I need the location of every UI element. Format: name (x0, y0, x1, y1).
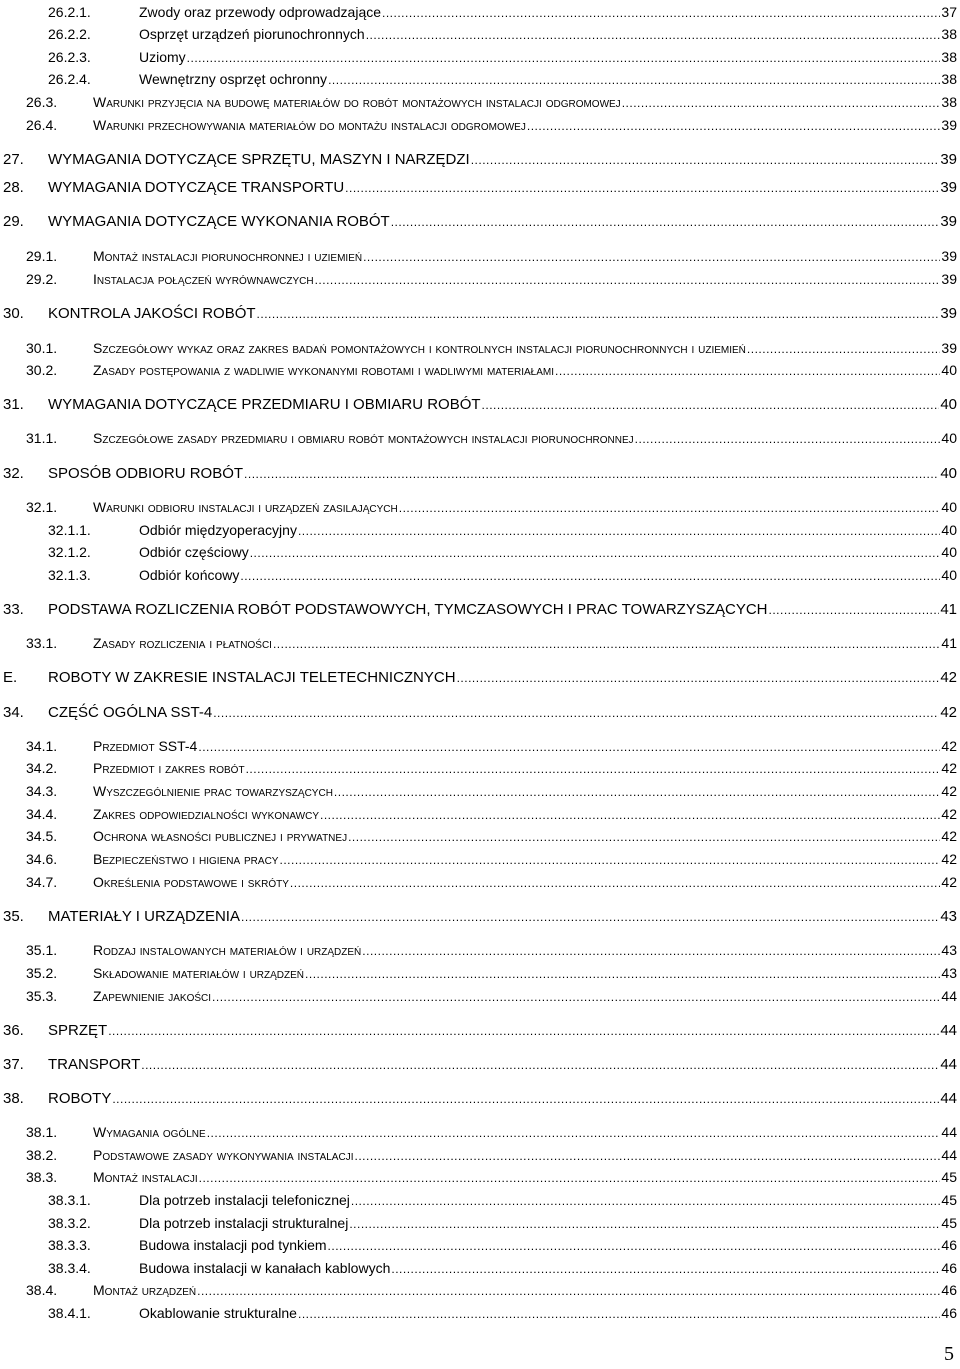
toc-entry-page: 41 (941, 635, 957, 651)
toc-entry-number: 26.4. (26, 117, 58, 133)
toc-entry-title: Zakres odpowiedzialności wykonawcy (93, 806, 319, 822)
toc-entry-title: CZĘŚĆ OGÓLNA SST-4 (48, 704, 213, 721)
page-number: 5 (944, 1343, 954, 1365)
dot-leader (108, 1024, 939, 1038)
toc-entry-title: Podstawowe zasady wykonywania instalacji (93, 1147, 354, 1163)
toc-entry[interactable] (0, 783, 960, 803)
toc-entry-title: Uziomy (139, 49, 186, 65)
toc-entry-number: 38.1. (26, 1124, 58, 1140)
toc-entry-title: Odbiór końcowy (139, 567, 240, 583)
toc-entry-number: 30.2. (26, 362, 58, 378)
toc-entry[interactable] (0, 26, 960, 46)
toc-entry-number: 26.3. (26, 94, 58, 110)
toc-entry-title: Zwody oraz przewody odprowadzające (139, 4, 382, 20)
dot-leader (240, 569, 940, 583)
toc-entry-number: 34.4. (26, 806, 58, 822)
toc-entry-number: 34.3. (26, 783, 58, 799)
dot-leader (354, 1149, 940, 1163)
toc-entry-number: 34. (3, 704, 24, 721)
toc-entry[interactable] (0, 248, 960, 268)
toc-entry-page: 42 (941, 738, 957, 754)
toc-entry-number: 35. (3, 908, 24, 925)
toc-entry-page: 39 (941, 271, 957, 287)
toc-entry-page: 39 (940, 305, 957, 322)
toc-entry-title: Budowa instalacji pod tynkiem (139, 1237, 327, 1253)
dot-leader (212, 990, 940, 1004)
toc-entry-page: 40 (941, 522, 957, 538)
toc-entry-page: 46 (941, 1305, 957, 1321)
dot-leader (391, 1262, 940, 1276)
toc-entry[interactable] (0, 71, 960, 91)
dot-leader (747, 342, 941, 356)
toc-entry-number: 26.2.4. (48, 71, 91, 87)
toc-entry-title: Dla potrzeb instalacji strukturalnej (139, 1215, 349, 1231)
toc-entry-page: 39 (941, 340, 957, 356)
toc-entry[interactable] (0, 806, 960, 826)
dot-leader (635, 432, 941, 446)
dot-leader (207, 1126, 941, 1140)
toc-entry[interactable] (0, 94, 960, 114)
toc-entry-page: 38 (941, 94, 957, 110)
toc-entry-title: Szczegółowy wykaz oraz zakres badań pomontażowych i kontrolnych instalacji piorunochronnych i uziemień (93, 340, 746, 356)
toc-entry[interactable] (0, 117, 960, 137)
toc-entry-title: Warunki przyjęcia na budowę materiałów do robót montażowych instalacji odgromowej (93, 94, 621, 110)
toc-entry-title: TRANSPORT (48, 1056, 141, 1073)
toc-entry-number: 32. (3, 465, 24, 482)
toc-entry-title: WYMAGANIA DOTYCZĄCE TRANSPORTU (48, 179, 345, 196)
toc-entry-title: SPOSÓB ODBIORU ROBÓT (48, 465, 244, 482)
toc-entry[interactable] (0, 271, 960, 291)
toc-entry-page: 40 (941, 430, 957, 446)
toc-entry-number: 38.3.3. (48, 1237, 91, 1253)
toc-entry[interactable] (0, 1260, 960, 1280)
toc-entry-page: 38 (941, 49, 957, 65)
toc-entry-number: 38.3.4. (48, 1260, 91, 1276)
dot-leader (328, 73, 940, 87)
toc-entry[interactable] (0, 942, 960, 962)
toc-entry-number: 33. (3, 601, 24, 618)
toc-entry[interactable] (0, 1305, 960, 1325)
toc-entry[interactable] (0, 669, 960, 689)
dot-leader (298, 524, 940, 538)
toc-entry-page: 41 (940, 601, 957, 618)
toc-entry-page: 40 (941, 499, 957, 515)
toc-entry-page: 45 (941, 1192, 957, 1208)
toc-entry-page: 38 (941, 71, 957, 87)
toc-entry-page: 44 (941, 1147, 957, 1163)
toc-entry-number: 28. (3, 179, 24, 196)
toc-entry-title: Szczegółowe zasady przedmiaru i obmiaru robót montażowych instalacji piorunochronnej (93, 430, 634, 446)
dot-leader (141, 1058, 939, 1072)
toc-entry-number: 35.3. (26, 988, 58, 1004)
toc-entry-number: 38.4.1. (48, 1305, 91, 1321)
toc-entry-page: 44 (941, 988, 957, 1004)
toc-entry-page: 42 (941, 806, 957, 822)
toc-entry[interactable] (0, 988, 960, 1008)
toc-entry-title: ROBOTY W ZAKRESIE INSTALACJI TELETECHNICZNYCH (48, 669, 456, 686)
toc-entry-title: Warunki odbioru instalacji i urządzeń zasilających (93, 499, 398, 515)
toc-entry-number: 34.2. (26, 760, 58, 776)
toc-entry[interactable] (0, 151, 960, 171)
toc-entry-number: 30.1. (26, 340, 58, 356)
toc-entry-title: Instalacja połączeń wyrównawczych (93, 271, 314, 287)
dot-leader (197, 1284, 940, 1298)
toc-entry[interactable] (0, 465, 960, 485)
toc-entry[interactable] (0, 760, 960, 780)
toc-entry-title: WYMAGANIA DOTYCZĄCE PRZEDMIARU I OBMIARU ROBÓT (48, 396, 481, 413)
dot-leader (241, 910, 939, 924)
toc-entry-title: Bezpieczeństwo i higiena pracy (93, 851, 279, 867)
toc-entry-title: Zapewnienie jakości (93, 988, 212, 1004)
toc-entry-title: Warunki przechowywania materiałów do montażu instalacji odgromowej (93, 117, 526, 133)
dot-leader (305, 967, 940, 981)
toc-entry-number: 26.2.1. (48, 4, 91, 20)
toc-entry[interactable] (0, 362, 960, 382)
toc-entry[interactable] (0, 635, 960, 655)
dot-leader (273, 637, 940, 651)
toc-entry[interactable] (0, 908, 960, 928)
toc-entry-title: Wymagania ogólne (93, 1124, 206, 1140)
toc-entry-page: 40 (940, 396, 957, 413)
dot-leader (366, 28, 941, 42)
toc-entry-title: WYMAGANIA DOTYCZĄCE SPRZĘTU, MASZYN I NARZĘDZI (48, 151, 470, 168)
toc-entry[interactable] (0, 305, 960, 325)
toc-entry[interactable] (0, 396, 960, 416)
toc-entry-title: Zasady rozliczenia i płatności (93, 635, 272, 651)
toc-entry-title: Składowanie materiałów i urządzeń (93, 965, 305, 981)
toc-entry-number: 32.1.1. (48, 522, 91, 538)
toc-entry-page: 42 (940, 669, 957, 686)
dot-leader (290, 876, 941, 890)
toc-entry-title: Wyszczególnienie prac towarzyszących (93, 783, 333, 799)
toc-entry-number: 34.6. (26, 851, 58, 867)
toc-entry-page: 46 (941, 1260, 957, 1276)
toc-entry-page: 42 (941, 874, 957, 890)
toc-entry[interactable] (0, 49, 960, 69)
toc-entry-page: 42 (941, 760, 957, 776)
toc-entry-page: 42 (941, 851, 957, 867)
toc-entry-title: Ochrona własności publicznej i prywatnej (93, 828, 348, 844)
toc-entry-page: 43 (940, 908, 957, 925)
toc-entry[interactable] (0, 430, 960, 450)
toc-entry-page: 44 (940, 1090, 957, 1107)
dot-leader (348, 830, 940, 844)
dot-leader (391, 215, 940, 229)
toc-entry-title: Przedmiot SST-4 (93, 738, 198, 754)
dot-leader (345, 181, 939, 195)
toc-entry-title: Budowa instalacji w kanałach kablowych (139, 1260, 391, 1276)
dot-leader (622, 96, 941, 110)
toc-entry-title: PODSTAWA ROZLICZENIA ROBÓT PODSTAWOWYCH, TYMCZASOWYCH I PRAC TOWARZYSZĄCYCH (48, 601, 768, 618)
toc-entry-number: E. (3, 669, 18, 686)
toc-entry-page: 42 (941, 828, 957, 844)
toc-entry-page: 44 (940, 1022, 957, 1039)
toc-entry[interactable] (0, 1147, 960, 1167)
toc-entry-page: 37 (941, 4, 957, 20)
toc-entry[interactable] (0, 340, 960, 360)
toc-entry[interactable] (0, 567, 960, 587)
dot-leader (457, 671, 940, 685)
toc-entry-title: Osprzęt urządzeń piorunochronnych (139, 26, 365, 42)
toc-entry[interactable] (0, 601, 960, 621)
toc-entry-title: Przedmiot i zakres robót (93, 760, 245, 776)
dot-leader (298, 1307, 940, 1321)
dot-leader (279, 853, 940, 867)
toc-entry-number: 29. (3, 213, 24, 230)
toc-entry-number: 35.1. (26, 942, 58, 958)
toc-entry[interactable] (0, 1169, 960, 1189)
toc-entry[interactable] (0, 179, 960, 199)
toc-entry-number: 35.2. (26, 965, 58, 981)
toc-entry-title: Rodzaj instalowanych materiałów i urządzeń (93, 942, 362, 958)
toc-entry-page: 42 (941, 783, 957, 799)
toc-entry[interactable] (0, 1282, 960, 1302)
dot-leader (482, 398, 940, 412)
toc-entry-title: Odbiór międzyoperacyjny (139, 522, 297, 538)
dot-leader (555, 364, 940, 378)
toc-entry-number: 34.7. (26, 874, 58, 890)
toc-entry-number: 29.1. (26, 248, 58, 264)
toc-entry[interactable] (0, 1056, 960, 1076)
toc-entry[interactable] (0, 4, 960, 24)
toc-entry-title: Wewnętrzny osprzęt ochronny (139, 71, 328, 87)
toc-entry-number: 26.2.3. (48, 49, 91, 65)
dot-leader (213, 706, 939, 720)
dot-leader (362, 944, 940, 958)
toc-entry[interactable] (0, 965, 960, 985)
dot-leader (382, 6, 940, 20)
dot-leader (244, 467, 939, 481)
dot-leader (769, 603, 940, 617)
toc-entry-title: Montaż instalacji piorunochronnej i uziemień (93, 248, 363, 264)
toc-entry[interactable] (0, 499, 960, 519)
toc-entry-title: MATERIAŁY I URZĄDZENIA (48, 908, 240, 925)
dot-leader (399, 501, 941, 515)
toc-entry-title: Określenia podstawowe i skróty (93, 874, 289, 890)
toc-entry-number: 32.1.2. (48, 544, 91, 560)
toc-entry[interactable] (0, 522, 960, 542)
toc-entry-number: 31.1. (26, 430, 58, 446)
toc-entry[interactable] (0, 1192, 960, 1212)
toc-entry[interactable] (0, 1022, 960, 1042)
toc-entry-page: 39 (940, 179, 957, 196)
toc-entry-page: 42 (940, 704, 957, 721)
toc-entry-page: 46 (941, 1237, 957, 1253)
dot-leader (246, 762, 941, 776)
toc-entry-number: 32.1.3. (48, 567, 91, 583)
dot-leader (349, 1217, 940, 1231)
toc-entry-number: 38.3.2. (48, 1215, 91, 1231)
dot-leader (315, 273, 941, 287)
toc-entry-page: 46 (941, 1282, 957, 1298)
toc-entry-page: 43 (941, 965, 957, 981)
toc-entry-page: 39 (940, 213, 957, 230)
toc-entry-page: 40 (940, 465, 957, 482)
toc-entry-number: 29.2. (26, 271, 58, 287)
dot-leader (471, 153, 940, 167)
toc-entry-number: 27. (3, 151, 24, 168)
dot-leader (320, 808, 940, 822)
toc-entry[interactable] (0, 1237, 960, 1257)
toc-entry-page: 38 (941, 26, 957, 42)
toc-entry-number: 38.2. (26, 1147, 58, 1163)
toc-entry[interactable] (0, 544, 960, 564)
toc-entry-number: 38.4. (26, 1282, 58, 1298)
dot-leader (363, 250, 940, 264)
toc-entry-title: Montaż instalacji (93, 1169, 198, 1185)
toc-entry[interactable] (0, 704, 960, 724)
toc-entry-title: Dla potrzeb instalacji telefonicznej (139, 1192, 350, 1208)
toc-entry-number: 38.3.1. (48, 1192, 91, 1208)
toc-entry[interactable] (0, 1215, 960, 1235)
dot-leader (527, 119, 941, 133)
toc-entry-number: 36. (3, 1022, 24, 1039)
toc-entry-title: Montaż urządzeń (93, 1282, 197, 1298)
toc-entry-title: Zasady postępowania z wadliwie wykonanymi robotami i wadliwymi materiałami (93, 362, 554, 378)
toc-entry[interactable] (0, 213, 960, 233)
toc-entry-title: Odbiór częściowy (139, 544, 249, 560)
toc-entry-page: 43 (941, 942, 957, 958)
toc-entry-title: WYMAGANIA DOTYCZĄCE WYKONANIA ROBÓT (48, 213, 390, 230)
dot-leader (351, 1194, 941, 1208)
toc-entry[interactable] (0, 851, 960, 871)
toc-entry-title: Okablowanie strukturalne (139, 1305, 297, 1321)
dot-leader (334, 785, 941, 799)
toc-entry-page: 44 (940, 1056, 957, 1073)
toc-entry-number: 30. (3, 305, 24, 322)
toc-entry-title: KONTROLA JAKOŚCI ROBÓT (48, 305, 256, 322)
toc-entry-number: 38. (3, 1090, 24, 1107)
toc-entry-number: 37. (3, 1056, 24, 1073)
toc-entry[interactable] (0, 874, 960, 894)
toc-entry[interactable] (0, 828, 960, 848)
toc-entry-number: 38.3. (26, 1169, 58, 1185)
toc-entry-number: 31. (3, 396, 24, 413)
toc-entry-page: 40 (941, 544, 957, 560)
toc-entry-number: 34.1. (26, 738, 58, 754)
toc-entry-number: 32.1. (26, 499, 58, 515)
dot-leader (250, 546, 941, 560)
dot-leader (257, 307, 940, 321)
toc-entry[interactable] (0, 1124, 960, 1144)
toc-entry-page: 39 (940, 151, 957, 168)
toc-entry-title: SPRZĘT (48, 1022, 108, 1039)
toc-entry-page: 40 (941, 362, 957, 378)
toc-entry-page: 44 (941, 1124, 957, 1140)
toc-entry[interactable] (0, 738, 960, 758)
dot-leader (198, 740, 940, 754)
toc-entry-title: ROBOTY (48, 1090, 112, 1107)
toc-entry[interactable] (0, 1090, 960, 1110)
dot-leader (328, 1239, 941, 1253)
toc-entry-number: 26.2.2. (48, 26, 91, 42)
toc-entry-page: 45 (941, 1169, 957, 1185)
toc-entry-number: 33.1. (26, 635, 58, 651)
toc-entry-number: 34.5. (26, 828, 58, 844)
dot-leader (112, 1092, 939, 1106)
dot-leader (187, 51, 941, 65)
toc-entry-page: 40 (941, 567, 957, 583)
dot-leader (199, 1171, 941, 1185)
toc-entry-page: 39 (941, 248, 957, 264)
toc-entry-page: 39 (941, 117, 957, 133)
toc-entry-page: 45 (941, 1215, 957, 1231)
